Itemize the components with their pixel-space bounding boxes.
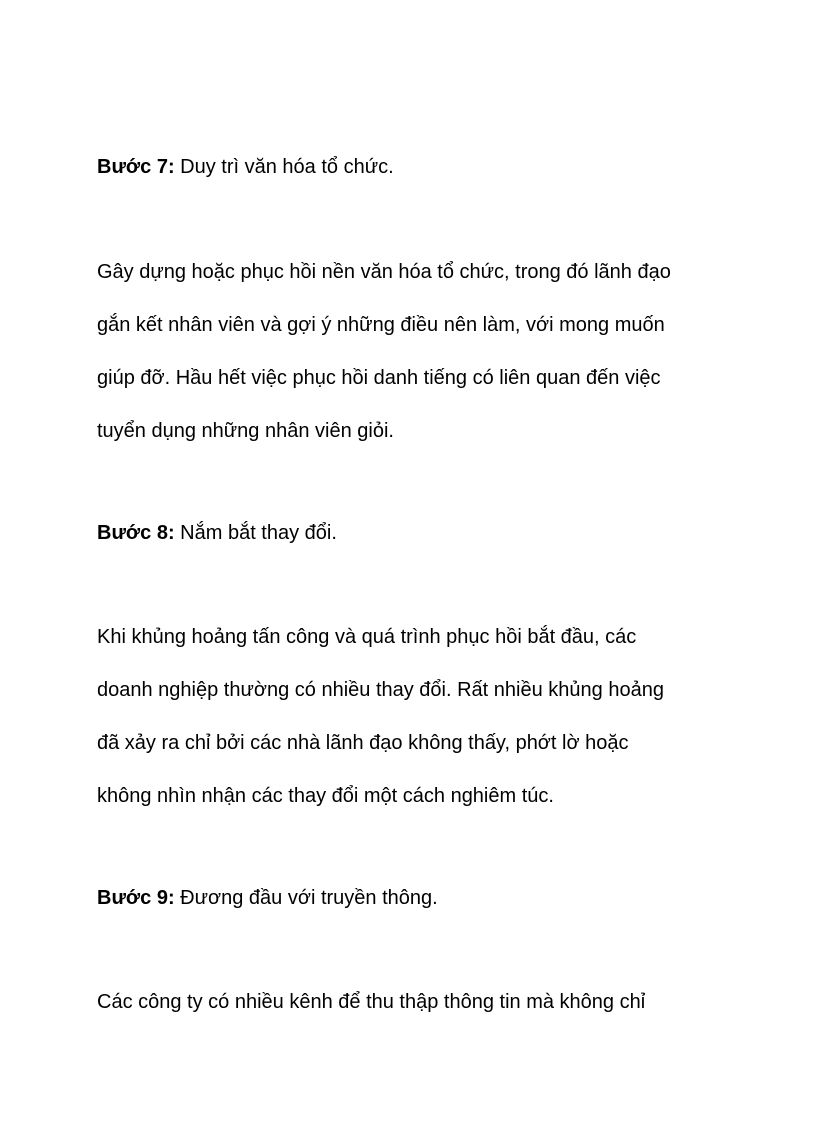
paragraph-line: tuyển dụng những nhân viên giỏi. bbox=[97, 420, 394, 442]
paragraph-line: gắn kết nhân viên và gợi ý những điều nên làm, với mong muốn bbox=[97, 314, 665, 336]
step-label: Bước 9: bbox=[97, 887, 175, 909]
step-title: Duy trì văn hóa tổ chức. bbox=[174, 156, 394, 178]
paragraph-line: giúp đỡ. Hầu hết việc phục hồi danh tiếng có liên quan đến việc bbox=[97, 367, 661, 389]
step-heading bbox=[97, 521, 337, 545]
step-title: Nắm bắt thay đổi. bbox=[174, 522, 337, 544]
paragraph-line: đã xảy ra chỉ bởi các nhà lãnh đạo không thấy, phớt lờ hoặc bbox=[97, 732, 629, 754]
paragraph-line: doanh nghiệp thường có nhiều thay đổi. Rất nhiều khủng hoảng bbox=[97, 679, 664, 701]
paragraph-line: Khi khủng hoảng tấn công và quá trình phục hồi bắt đầu, các bbox=[97, 626, 637, 648]
step-title: Đương đầu với truyền thông. bbox=[174, 887, 438, 909]
paragraph-line: Gây dựng hoặc phục hồi nền văn hóa tổ chức, trong đó lãnh đạo bbox=[97, 261, 671, 283]
step-heading bbox=[97, 155, 394, 179]
step-label: Bước 7: bbox=[97, 156, 175, 178]
paragraph-line: không nhìn nhận các thay đổi một cách nghiêm túc. bbox=[97, 785, 554, 807]
paragraph-line: Các công ty có nhiều kênh để thu thập thông tin mà không chỉ bbox=[97, 991, 646, 1013]
step-heading bbox=[97, 886, 438, 910]
step-label: Bước 8: bbox=[97, 522, 175, 544]
